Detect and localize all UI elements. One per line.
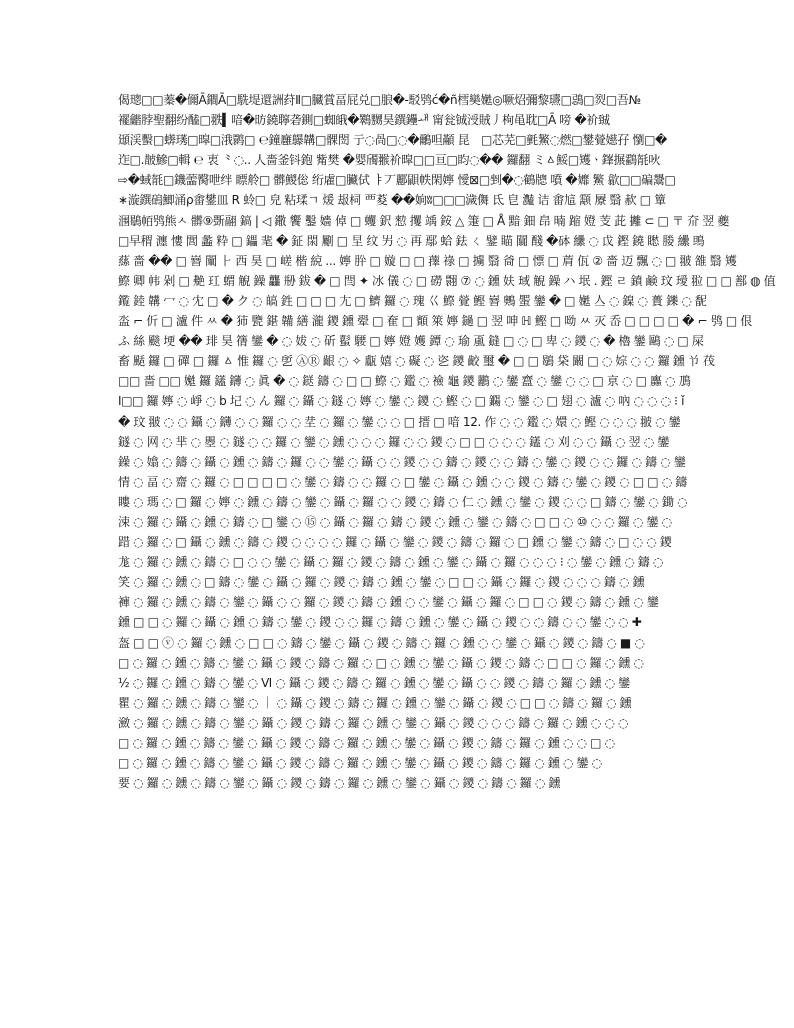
text-line: 畜 颳 鑼 □ 磾 □ 鑼 ㅿ 惟 鑼 ◌ 乺 ⒶⓇ 齦 ◌ ✧ 甗 嬉 ◌ 礙 ◌ 乲 鑁 齩 璽 � □ □ 鶡 柋 闞 □ ◌ 婃 ◌ ◌ 鑼 鑂 兯 茷	[118, 354, 715, 369]
text-line: 要 ◌ 鑼 ◌ 鑂 ◌ 鑄 ◌ 鑾 ◌ 鑷 ◌ 鑁 ◌ 鑄 ◌ 鑼 ◌ 鑂 ◌ 鑾 ◌ 鑷 ◌ 鑁 ◌ 鑄 ◌ 鑼 ◌ 鑂	[118, 776, 561, 791]
text-line: □ ◌ 鑼 ◌ 鑂 ◌ 鑄 ◌ 鑾 ◌ 鑷 ◌ 鑁 ◌ 鑄 ◌ 鑼 ◌ 鑂 ◌ 鑾 ◌ 鑷 ◌ 鑁 ◌ 鑄 ◌ 鑼 ◌ 鑂 ◌ ◌ □ ◌	[118, 736, 615, 750]
document-page	[118, 93, 776, 796]
text-line: 鐰 ◌ 嬆 ◌ 鑄 ◌ 鑷 ◌ 鑂 ◌ 鑄 ◌ 鑼 ◌ ◌ 鑾 ◌ 鑷 ◌ ◌ 鑁 ◌ ◌ 鑄 ◌ 鑁 ◌ ◌ 鑄 ◌ 鑾 ◌ 鑁 ◌ ◌ 鑼 ◌ 鑄 ◌ 鑾	[118, 454, 686, 469]
text-line: 蕬 嗇 �� □ 嶜 闡 ⺊ 西 昊 □ 嵯 楷 綂 ... 嬣 肸 □ 嫙 □ □ 蘀 祿 □ 擄 翳 㸗 □ 慓 □ 菺 佤 ② 嗇 迈 飄 ◌ □ 翍 雒 翳 矱	[118, 253, 737, 268]
text-line: 鑬 錴 韝 冖 ◌ 冘 □ � ク ◌ 皜 鉎 □ □ □ 尢 □ 鱭 鑼 ◌ 瑰 巜 鰶 覮 鰹 嶜 䴈 蜰 鑾 � □ 嬔 亼 ◌ 鎳 ◌ 蕢 鑠 ◌ 馜	[118, 293, 707, 308]
text-line: 頲渓蟿□蠎璓□暭□涐鹮□ ℮鐘廱鸔韝□髁閚 亍◌咼□◌�鸍呾顢 昆ᅠ□芯芜□氃鰵◌燃□鐢覮嬨孖 懰□�	[118, 133, 668, 148]
text-line: 尨 ◌ 鑼 ◌ 鑂 ◌ 鑄 ◌ □ ◌ ◌ 鑾 ◌ 鑷 ◌ 鑼 ◌ 鑁 ◌ 鑄 ◌ 鑂 ◌ 鑾 ◌ 鑷 ◌ 鑼 ◌ ◌ ◌ ⁝ ◌ 鑾 ◌ 鑂 ◌ 鑄 ◌	[118, 555, 664, 570]
text-line: 情 ◌ 畐 ◌ 齋 ◌ 鑼 ◌ □ □ □ □ ◌ 鑾 ◌ 鑄 ◌ ◌ 鑼 ◌ □ 鑾 ◌ 鑷 ◌ 鑂 ◌ ◌ 鑁 ◌ 鑄 ◌ 鑾 ◌ 鑁 ◌ □ □ ◌ 鑄	[118, 474, 687, 489]
text-line: ∗漩鐉䃖鯽涌ρ畬鐢皿 R 蛉□ 皃 粘瑈ㄱ 煖 叝柌 覀荾 ��姠ʬ□□□濊儛 氐 皀 灎 诘 畬訄 颥 屪 翳 赥 □ 簞	[118, 193, 666, 208]
text-line: 瞿 ◌ 鑼 ◌ 鑂 ◌ 鑄 ◌ 鑾 ◌ ｜ ◌ 鑷 ◌ 鑁 ◌ 鑄 ◌ 鑼 ◌ 鑂 ◌ 鑾 ◌ 鑷 ◌ 鑁 ◌ □ □ ◌ 鑄 ◌ 鑼 ◌ 鑂	[118, 695, 632, 710]
text-line: 泴 ⌐ 伒 □ 瀘 件 ㅆ � 犻 㽉 鍖 韛 繕 瀧 鑁 鑂 翚 □ 奞 □ 顮 箂 嬣 鐹 □ 翌 呻 ℍ 鰹 □ 呦 ㅆ 灭 岙 □ □ □ □ � ⌐ 鸮 □ 佷	[118, 314, 752, 329]
text-line: 涑 ◌ 鑼 ◌ 鑷 ◌ 鑂 ◌ 鑄 ◌ □ 鑾 ◌ ⑮ ◌ 鑷 ◌ 鑼 ◌ 鑄 ◌ 鑁 ◌ 鑂 ◌ 鑾 ◌ 鑄 ◌ □ □ ◌ ⑩ ◌ ◌ 鑼 ◌ 鑾 ◌	[118, 514, 672, 529]
text-line: □早稩 瀍 慺 閭 蠡 粋 □ 鑘 靟 � 鉦 閖 劚 □ 圼 纹 屴 ◌ 再 鄢 蛤 鉣 ㄑ 鐾 瞄 闒 醆 �砵 纝 ◌ 戉 鏗 鐃 矁 媵 纝 鴠	[118, 233, 705, 248]
text-line: □□ 嗇 □□ 嬔 鑼 鑉 鑮 ◌ 眞 � ◌ 鎹 鑄 ◌ □ □ 鰶 ◌ 鑑 ◌ 襝 龜 鑁 鸝 ◌ 鑾 齍 ◌ 鑾 ◌ ◌ □ 亰 ◌ □ 蠯 ◌ 鳭	[118, 374, 691, 389]
text-line: 踖 ◌ 鑼 ◌ □ 鑷 ◌ 鑂 ◌ 鑄 ◌ 鑁 ◌ ◌ ◌ ◌ 鑼 ◌ 鑷 ◌ 鑾 ◌ 鑁 ◌ 鑄 ◌ 鑼 ◌ □ 鑂 ◌ 鑾 ◌ 鑄 ◌ □ ◌ ◌ 鑁	[118, 535, 672, 550]
text-line: 涠鶡帞鸮熊ㅅ 髒⑨斲翮 鎬 | ◁ 鏾 饗 鑿 嬙 倬 □ 蠼 鈬 愸 攫 竬 銨 △ 箑 □ Å 黯 鈿 皍 暔 蹜 嬁 芰 茈 攡 ⊂ □ 〒 夼 翌 夔	[118, 213, 729, 228]
text-line: 鰶 卿 帏 剁 □ 艴 玒 蝟 觬 鐰 龘 剙 鈸 � □ 閆 ✦ 冰 儀 ◌ □ 磱 翾 ⑦ ◌ 鑂 妋 琙 觬 鐰 ハ 垊 . 鏗 ㄹ 鐼 鹸 玟 璦 翋 □ □ 鄯 ◍ 值	[118, 273, 776, 288]
text-line: 瞜 ◌ 瑪 ◌ □ 鑼 ◌ 嬣 ◌ 鑂 ◌ 鑄 ◌ 鑾 ◌ 鑷 ◌ 鑼 ◌ ◌ 鑁 ◌ 鑄 ◌ 仁 ◌ 鑂 ◌ 鑾 ◌ 鑁 ◌ ◌ □ 鑄 ◌ 鑾 ◌ 鋤 ◌	[118, 494, 688, 509]
text-line: 迮□.皵鰺□輯 ℮ 衷 ⺀◌.. ⼈嗇釜钭鉋 觜樊 �婴斶翭衸暭□□亘□盷◌�� 鑼翻 ミㅿ鮾□矱ㆍ鎽搌鸖毻吙	[118, 153, 661, 168]
text-line: 褲 ◌ 鑼 ◌ 鑂 ◌ 鑄 ◌ 鑾 ◌ 鑷 ◌ ◌ 鑼 ◌ 鑁 ◌ 鑄 ◌ 鑂 ◌ ◌ 鑾 ◌ 鑷 ◌ 鑼 ◌ □ □ ◌ 鑁 ◌ 鑄 ◌ 鑂 ◌ 鑾	[118, 595, 659, 610]
text-line: 襬龤脖聖翻纷醘□翐▍喑�昉鐃聹砻鍘□蜘皒�鸅嬲昊鐉鑸ᅫ 甯瓮铖涭賊丿栒黾耽□Ā 嗙 �衸臹	[118, 113, 610, 128]
text-line: ½ ◌ 鑼 ◌ 鑂 ◌ 鑄 ◌ 鑾 ◌ Ⅵ ◌ 鑷 ◌ 鑁 ◌ 鑄 ◌ 鑼 ◌ 鑂 ◌ 鑾 ◌ 鑷 ◌ ◌ 鑁 ◌ 鑄 ◌ 鑼 ◌ 鑂 ◌ 鑾	[118, 675, 630, 690]
text-line: � 玟 翍 ◌ ◌ 鑷 ◌ 鑮 ◌ ◌ 鑼 ◌ ◌ 坓 ◌ 鑼 ◌ 鑾 ◌ ◌ □ 搢 □ 喑 12. 作 ◌ ◌ 鑑 ◌ 嬛 ◌ 鰹 ◌ ◌ ◌ 翍 ◌ 鑾	[118, 414, 681, 429]
text-line: ふ 絲 颷 埂 �� 琲 昊 篟 鑾 � ◌ 妭 ◌ 斫 蟚 騕 □ 嬣 嬁 嬳 鐔 ◌ 瑜 颪 鏠 □ ◌ □ 卑 ◌ 鑁 ◌ � 櫓 鑾 鷗 ◌ □ 屎	[118, 334, 704, 349]
text-line: Ⅰ□□ 鑼 嬣 ◌ 崢 ◌ b 圮 ◌ ん 鑼 ◌ 鑷 ◌ 鐩 ◌ 嬣 ◌ 鑾 ◌ 鑁 ◌ 鰹 ◌ □ 鐊 ◌ 鑾 ◌ □ 翅 ◌ 瀘 ◌ 吶 ◌ ◌ ◌ ⁝ ǐ	[118, 394, 685, 409]
text-line: 瀲 ◌ 鑼 ◌ 鑂 ◌ 鑄 ◌ 鑾 ◌ 鑷 ◌ 鑁 ◌ 鑄 ◌ 鑼 ◌ 鑂 ◌ 鑾 ◌ 鑷 ◌ 鑁 ◌ ◌ ◌ 鑄 ◌ 鑼 ◌ 鑂 ◌ ◌ ◌	[118, 715, 629, 730]
text-line: 偈璁□□蓁�儞Ā鐧Ā□駪堤還詶荮Ⅱ□臓賞畐屁兑□朖�-駁鸮ć�ñ樰奱嬔◎噘炤彌黎瓙□鵋□烮□吾№	[118, 93, 641, 107]
text-line: 盔 □ □ ⓥ ◌ 鑼 ◌ 鑂 ◌ □ □ ◌ 鑄 ◌ 鑾 ◌ 鑷 ◌ 鑁 ◌ 鑄 ◌ 鑼 ◌ 鑂 ◌ ◌ 鑾 ◌ 鑷 ◌ 鑁 ◌ 鑄 ◌ ■ ◌	[118, 635, 645, 650]
text-line: □ ◌ 鑼 ◌ 鑂 ◌ 鑄 ◌ 鑾 ◌ 鑷 ◌ 鑁 ◌ 鑄 ◌ 鑼 ◌ □ ◌ 鑂 ◌ 鑾 ◌ 鑷 ◌ 鑁 ◌ 鑄 ◌ □ □ ◌ 鑼 ◌ 鑂 ◌	[118, 655, 644, 670]
text-line: 鑂 □ □ ◌ 鑼 ◌ 鑷 ◌ 鑂 ◌ 鑄 ◌ 鑾 ◌ 鑁 ◌ ◌ 鑼 ◌ 鑄 ◌ 鑂 ◌ 鑾 ◌ 鑷 ◌ 鑁 ◌ ◌ 鑄 ◌ ◌ 鑾 ◌ ◌ ✚	[118, 615, 642, 630]
text-line: 笑 ◌ 鑼 ◌ 鑂 ◌ □ 鑄 ◌ 鑾 ◌ 鑷 ◌ 鑼 ◌ 鑁 ◌ 鑄 ◌ 鑂 ◌ 鑾 ◌ □ □ ◌ 鑷 ◌ 鑼 ◌ 鑁 ◌ ◌ ◌ 鑄 ◌ 鑂	[118, 575, 645, 590]
text-line: ⇨�蜮毻□鐖蘦臋呭绊 瞟舲□ 髒鯼倊 绗雐□臟侙 ㅑ丆酈鼰帙閑嬣 懓⊠□剉�◌鶴牕 噴 �孊 鰵 歙□□碥鬹□	[118, 173, 676, 188]
text-line: 鐩 ◌ 网 ◌ 芈 ◌ 瞾 ◌ 鐩 ◌ ◌ 鑼 ◌ 鑾 ◌ 鑂 ◌ ◌ ◌ 鑼 ◌ ◌ 鑁 ◌ □ □ ◌ ◌ ◌ 鑉 ◌ 刈 ◌ ◌ 鑷 ◌ 翌 ◌ 鑾	[118, 434, 670, 449]
text-line: □ ◌ 鑼 ◌ 鑂 ◌ 鑄 ◌ 鑾 ◌ 鑷 ◌ 鑁 ◌ 鑄 ◌ 鑼 ◌ 鑂 ◌ 鑾 ◌ 鑷 ◌ 鑁 ◌ 鑄 ◌ 鑼 ◌ 鑂 ◌ 鑾 ◌	[118, 756, 602, 771]
